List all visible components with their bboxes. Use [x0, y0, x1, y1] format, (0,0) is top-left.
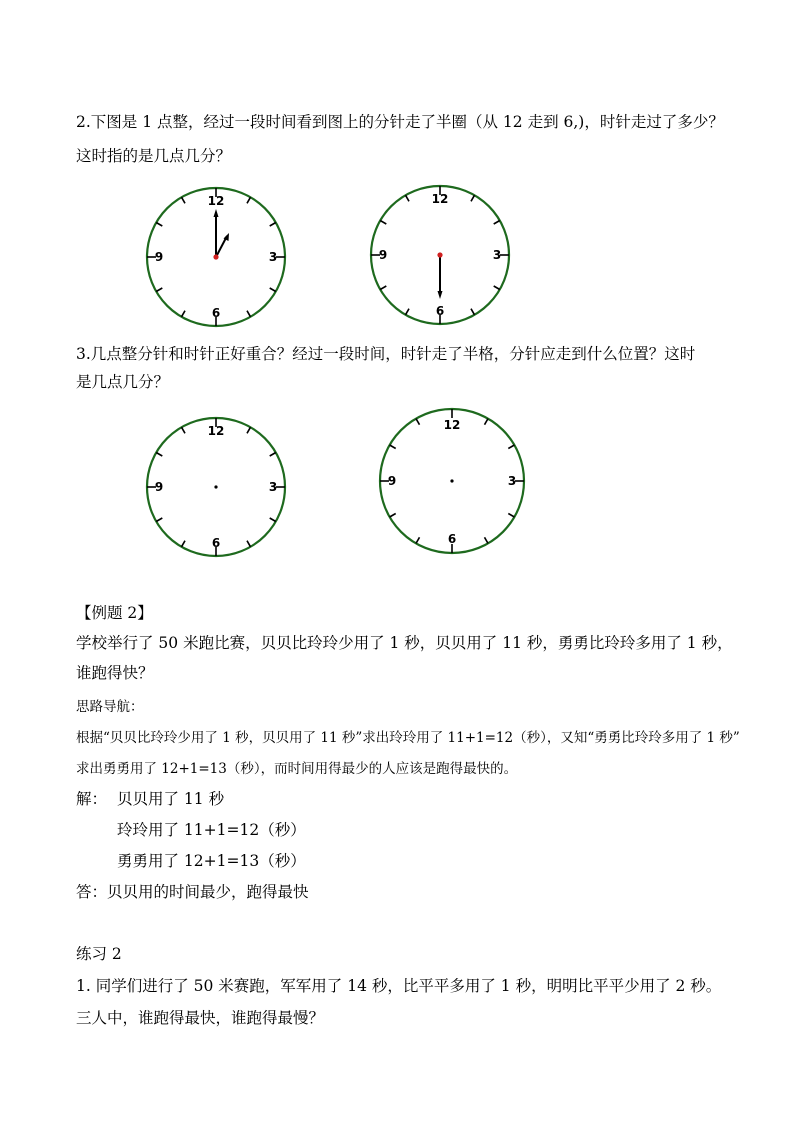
clock-label-9: 9 [387, 474, 397, 488]
clock-center-dot [213, 254, 218, 259]
clock-label-3: 3 [492, 248, 502, 262]
clock-label-3: 3 [268, 250, 278, 264]
clock-one-oclock [143, 184, 289, 330]
clock-label-6: 6 [435, 304, 445, 318]
q3-text-line2: 是几点几分？ [76, 373, 170, 391]
guide-line2: 求出勇勇用了 12+1=13（秒），而时间用得最少的人应该是跑得最快的。 [76, 761, 518, 777]
q3-text-line1: 3.几点整分针和时针正好重合？经过一段时间，时针走了半格，分针应走到什么位置？这时 [76, 345, 696, 363]
q2-text-line1: 2.下图是 1 点整，经过一段时间看到图上的分针走了半圈（从 12 走到 6,)，时针走过了多少？ [76, 113, 724, 131]
solution-line1: 贝贝用了 11 秒 [117, 790, 225, 808]
clock-label-9: 9 [378, 248, 388, 262]
clock-blank-right [376, 405, 528, 557]
practice-heading: 练习 2 [76, 945, 122, 963]
solution-line2: 玲玲用了 11+1=12（秒） [117, 821, 306, 839]
solution-label: 解： [76, 790, 108, 808]
example-heading: 【例题 2】 [76, 604, 153, 622]
practice-q1-line1: 1. 同学们进行了 50 米赛跑，军军用了 14 秒，比平平多用了 1 秒，明明比平平少用了 2 秒。 [76, 977, 722, 995]
clock-minute-at-six [367, 182, 513, 328]
clock-label-9: 9 [154, 480, 164, 494]
clock-center-dot [437, 252, 442, 257]
clock-label-12: 12 [207, 194, 225, 208]
guide-label: 思路导航： [76, 699, 144, 715]
example-problem-line1: 学校举行了 50 米跑比赛，贝贝比玲玲少用了 1 秒，贝贝用了 11 秒，勇勇比玲玲多用了 1 秒， [76, 634, 733, 652]
clock-label-3: 3 [507, 474, 517, 488]
clock-label-3: 3 [268, 480, 278, 494]
clock-label-12: 12 [443, 418, 461, 432]
practice-q1-line2: 三人中，谁跑得最快，谁跑得最慢？ [76, 1009, 325, 1027]
clock-label-9: 9 [154, 250, 164, 264]
clock-label-6: 6 [447, 532, 457, 546]
clock-center-dot [214, 485, 217, 488]
clock-label-12: 12 [207, 424, 225, 438]
clock-label-6: 6 [211, 536, 221, 550]
q2-text-line2: 这时指的是几点几分？ [76, 147, 232, 165]
clock-blank-left [143, 414, 289, 560]
solution-line3: 勇勇用了 12+1=13（秒） [117, 852, 306, 870]
clock-label-12: 12 [431, 192, 449, 206]
example-problem-line2: 谁跑得快？ [76, 664, 154, 682]
guide-line1: 根据“贝贝比玲玲少用了 1 秒，贝贝用了 11 秒”求出玲玲用了 11+1=12（秒），又知“勇勇比玲玲多用了 1 秒” [76, 730, 740, 746]
clock-label-6: 6 [211, 306, 221, 320]
clock-center-dot [450, 479, 453, 482]
answer-text: 答：贝贝用的时间最少，跑得最快 [76, 883, 309, 901]
